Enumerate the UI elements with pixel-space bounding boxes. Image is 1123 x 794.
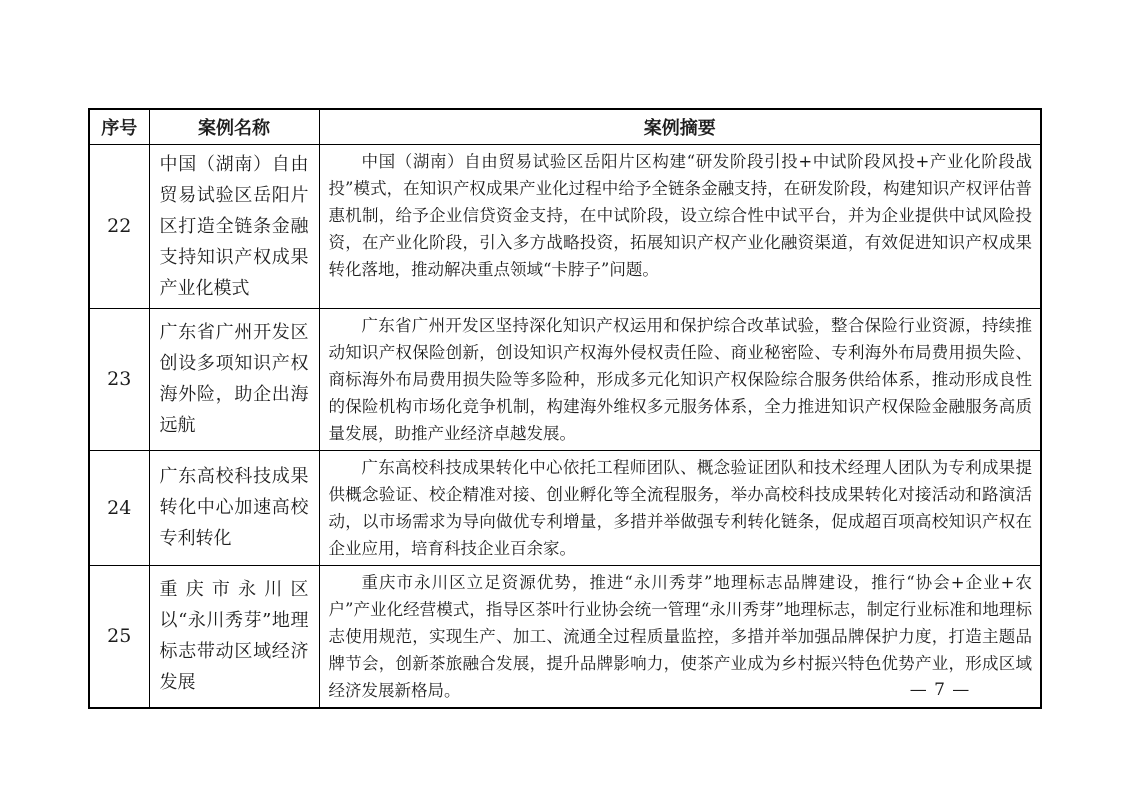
case-summary-text: 广东省广州开发区坚持深化知识产权运用和保护综合改革试验，整合保险行业资源，持续推动知识产权保险创新，创设知识产权海外侵权责任险、商业秘密险、专利海外布局费用损失险、商标海外布局费用损失险等多险种，形成多元化知识产权保险综合服务供给体系，推动形成良性的保险机构市场化竞争机制，构建海外维权多元服务体系，全力推进知识产权保险金融服务高质量发展，助推产业经济卓越发展。 bbox=[328, 315, 1032, 443]
case-name-cell: 重庆市永川区以“永川秀芽”地理标志带动区域经济发展 bbox=[149, 565, 319, 708]
header-case-summary: 案例摘要 bbox=[319, 109, 1041, 144]
case-summary-cell bbox=[319, 450, 1041, 565]
case-summary-cell bbox=[319, 144, 1041, 308]
table-header-row bbox=[89, 109, 1041, 144]
case-number-cell: 24 bbox=[89, 450, 149, 565]
case-name-cell: 广东省广州开发区创设多项知识产权海外险，助企出海远航 bbox=[149, 308, 319, 450]
case-summary-cell bbox=[319, 308, 1041, 450]
cases-table bbox=[88, 108, 1042, 709]
case-number-cell: 22 bbox=[89, 144, 149, 308]
table-row bbox=[89, 308, 1041, 450]
case-number-cell: 23 bbox=[89, 308, 149, 450]
table-row bbox=[89, 450, 1041, 565]
case-name-cell: 广东高校科技成果转化中心加速高校专利转化 bbox=[149, 450, 319, 565]
header-case-name: 案例名称 bbox=[149, 109, 319, 144]
page-number: — 7 — bbox=[909, 680, 971, 700]
header-number: 序号 bbox=[89, 109, 149, 144]
table-row bbox=[89, 144, 1041, 308]
case-summary-text: 广东高校科技成果转化中心依托工程师团队、概念验证团队和技术经理人团队为专利成果提供概念验证、校企精准对接、创业孵化等全流程服务，举办高校科技成果转化对接活动和路演活动，以市场需求为导向做优专利增量，多措并举做强专利转化链条，促成超百项高校知识产权在企业应用，培育科技企业百余家。 bbox=[328, 457, 1032, 558]
case-summary-text: 中国（湖南）自由贸易试验区岳阳片区构建“研发阶段引投+中试阶段风投+产业化阶段战投”模式，在知识产权成果产业化过程中给予全链条金融支持，在研发阶段，构建知识产权评估普惠机制，给予企业信贷资金支持，在中试阶段，设立综合性中试平台，并为企业提供中试风险投资，在产业化阶段，引入多方战略投资，拓展知识产权产业化融资渠道，有效促进知识产权成果转化落地，推动解决重点领域“卡脖子”问题。 bbox=[328, 151, 1032, 279]
case-summary-text: 重庆市永川区立足资源优势，推进“永川秀芽”地理标志品牌建设，推行“协会+企业+农户”产业化经营模式，指导区茶叶行业协会统一管理“永川秀芽”地理标志，制定行业标准和地理标志使用规范，实现生产、加工、流通全过程质量监控，多措并举加强品牌保护力度，打造主题品牌节会，创新茶旅融合发展，提升品牌影响力，使茶产业成为乡村振兴特色优势产业，形成区域经济发展新格局。 bbox=[328, 572, 1032, 700]
case-number-cell: 25 bbox=[89, 565, 149, 708]
case-name-cell: 中国（湖南）自由贸易试验区岳阳片区打造全链条金融支持知识产权成果产业化模式 bbox=[149, 144, 319, 308]
